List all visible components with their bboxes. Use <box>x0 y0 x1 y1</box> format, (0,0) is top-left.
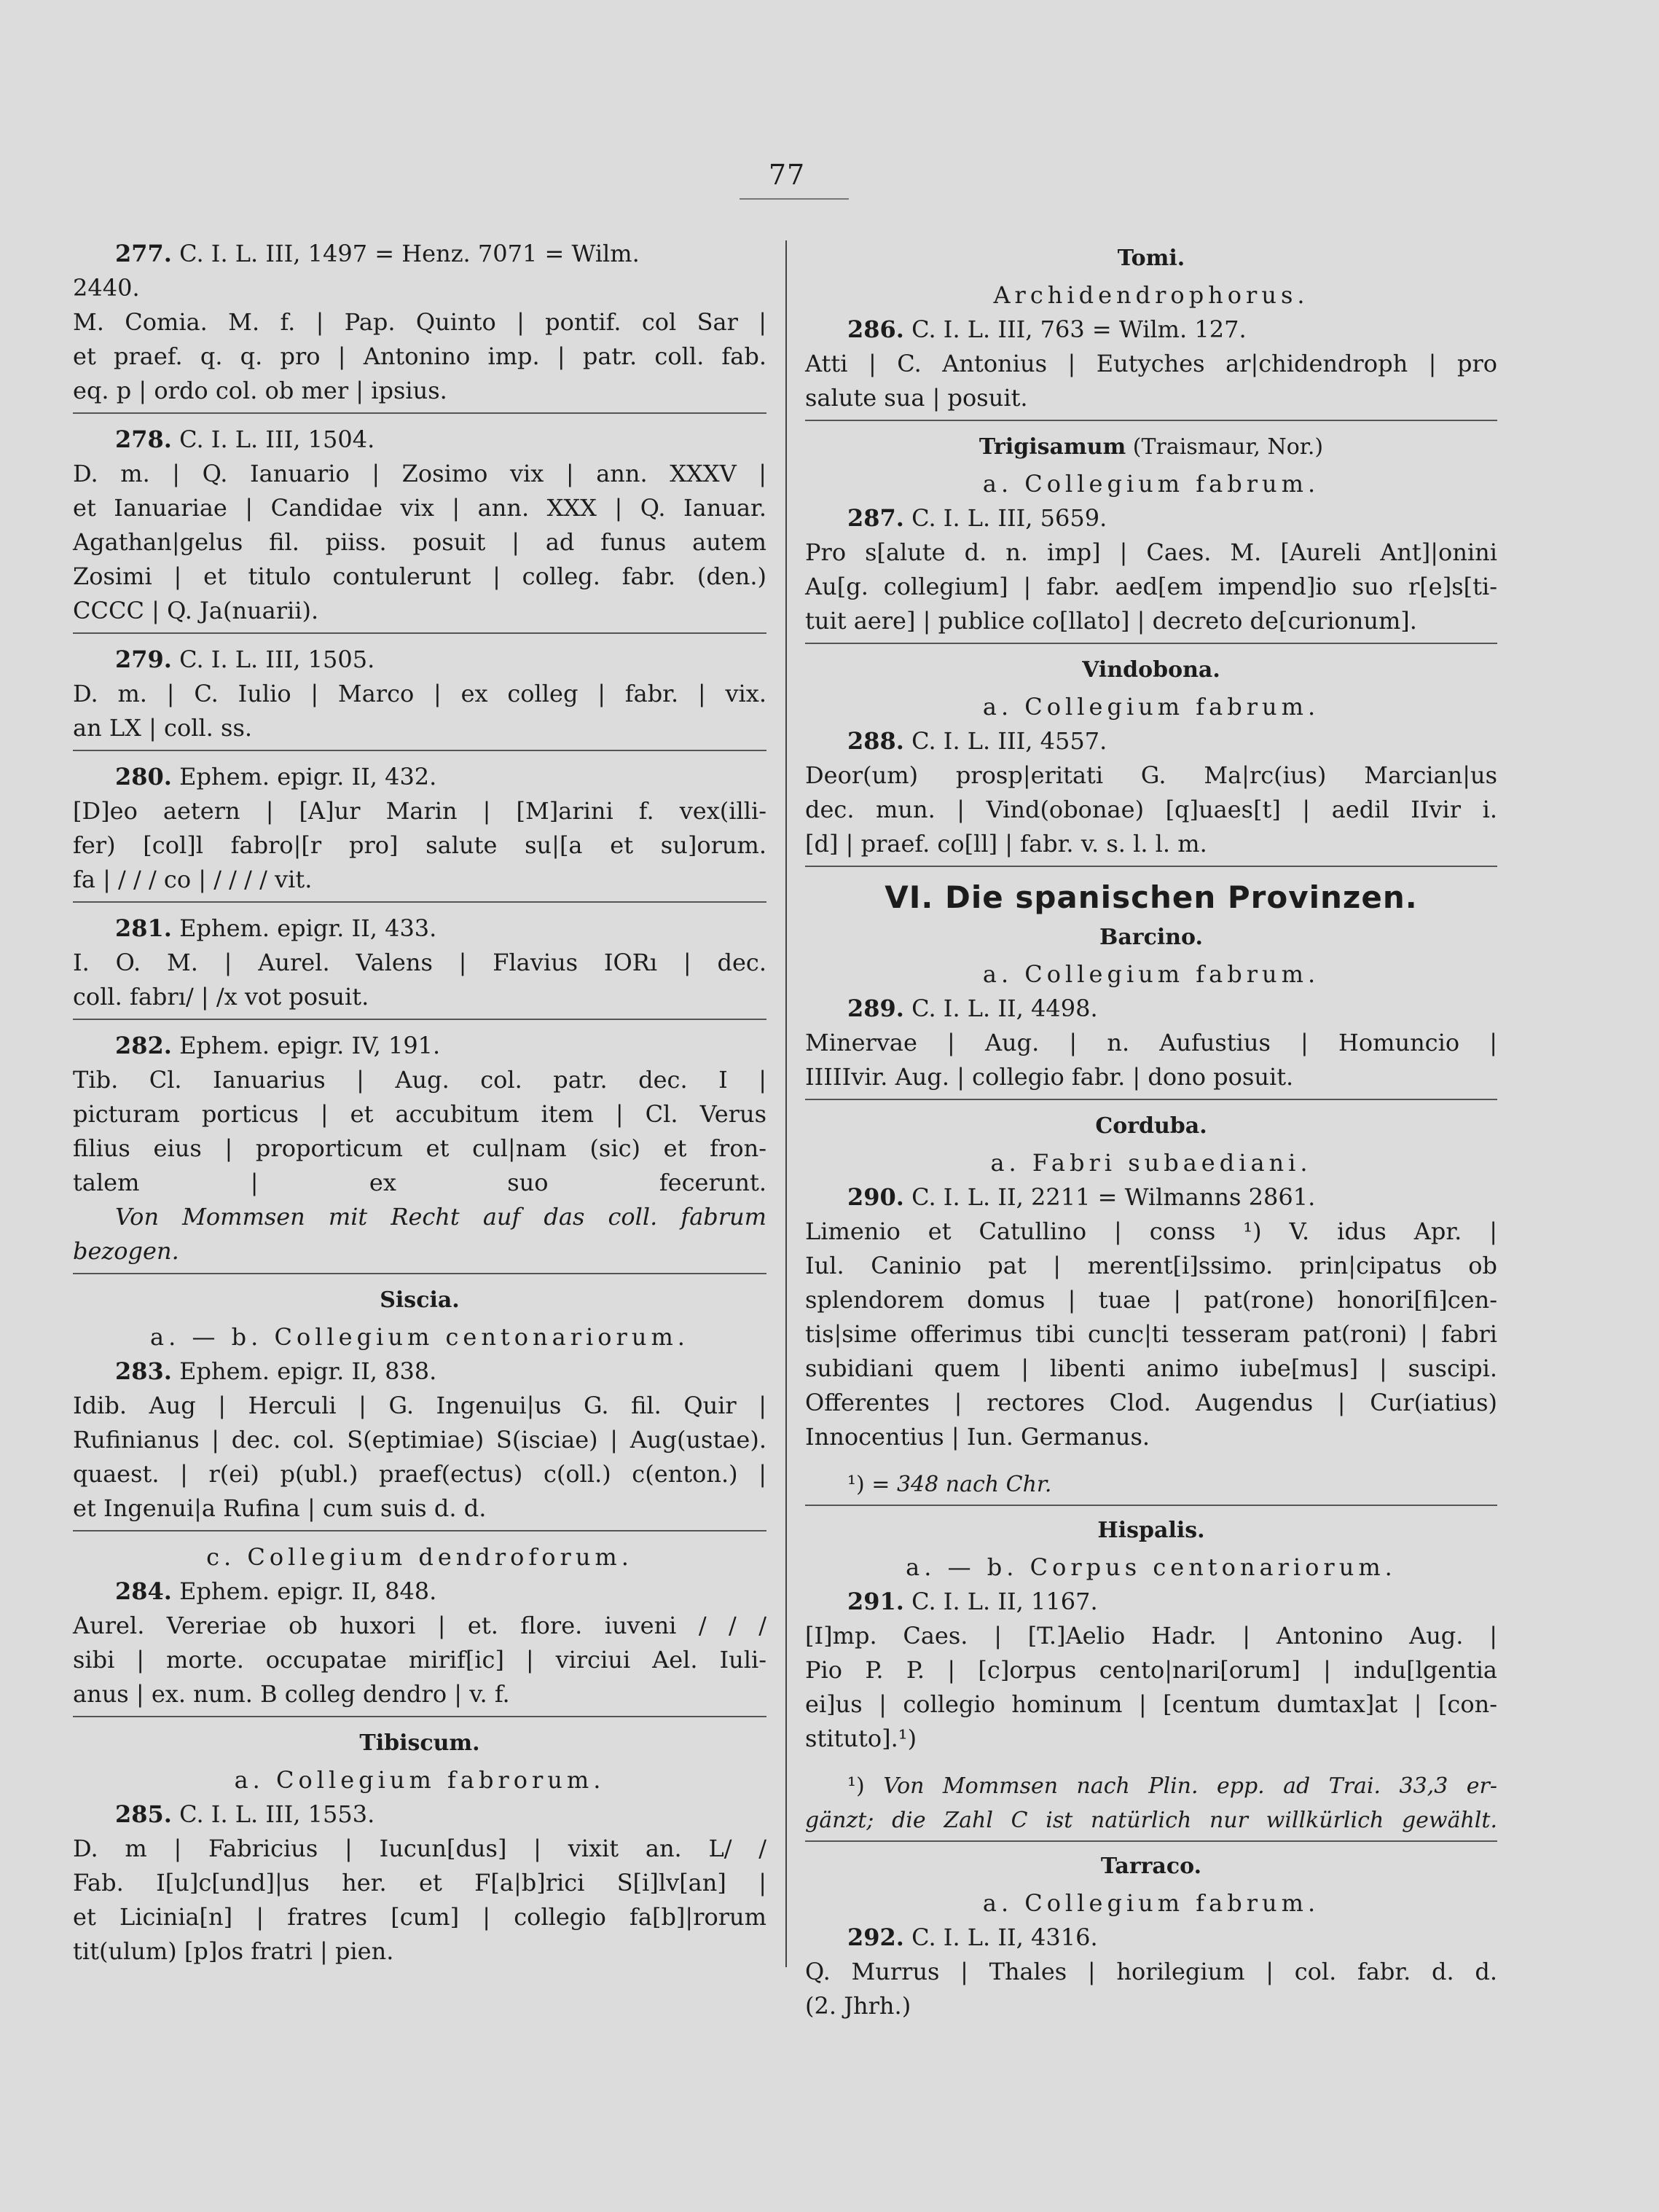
entry-text-line: Limenio et Catullino | conss ¹) V. idus Apr. | <box>805 1217 1497 1245</box>
entry-text-line: talem | ex suo fecerunt. <box>73 1169 766 1196</box>
place-heading <box>805 920 1497 954</box>
footnote <box>805 1769 1497 1842</box>
entry-heading <box>805 992 1497 1026</box>
collegium-heading: a. Collegium fabrum. <box>982 470 1320 498</box>
entry-text-line: anus | ex. num. B colleg dendro | v. f. <box>73 1680 510 1708</box>
entry-text-line: Offerentes | rectores Clod. Augendus | Cur(iatius) <box>805 1389 1497 1416</box>
place-name: Tomi. <box>1117 246 1185 271</box>
entry-source: C. I. L. III, 5659. <box>903 504 1107 532</box>
entry-text-line: Minervae | Aug. | n. Aufustius | Homuncio | <box>805 1029 1497 1056</box>
inscription-entry <box>73 760 766 903</box>
entry-text-line: Iul. Caninio pat | merent[i]ssimo. prin|cipatus ob <box>805 1252 1497 1279</box>
entry-text-line: et Licinia[n] | fratres [cum] | collegio fa[b]|rorum <box>73 1903 766 1931</box>
entry-text-line: Zosimi | et titulo contulerunt | colleg. fabr. (den.) <box>73 562 766 590</box>
entry-heading <box>73 760 766 794</box>
entry-note: bezogen. <box>73 1237 179 1265</box>
inscription-entry <box>805 313 1497 421</box>
entry-number: 290. <box>847 1183 904 1211</box>
place-heading <box>73 1283 766 1317</box>
page-number: 77 <box>768 159 806 191</box>
entry-heading <box>73 643 766 677</box>
entry-text-line: quaest. | r(ei) p(ubl.) praef(ectus) c(oll.) c(enton.) | <box>73 1460 766 1488</box>
entry-heading <box>73 423 766 457</box>
entry-text-line: D. m. | C. Iulio | Marco | ex colleg | fabr. | vix. <box>73 680 766 707</box>
place-name: Barcino. <box>1099 925 1203 950</box>
entry-text-line: salute sua | posuit. <box>805 384 1028 412</box>
collegium-heading: a. Collegium fabrum. <box>982 693 1320 721</box>
entry-text-line: tit(ulum) [p]os fratri | pien. <box>73 1937 394 1965</box>
entry-source: C. I. L. III, 1553. <box>171 1800 375 1828</box>
entry-source: Ephem. epigr. II, 432. <box>171 763 437 791</box>
inscription-entry <box>73 1797 766 1973</box>
entry-heading <box>73 1574 766 1609</box>
entry-number: 289. <box>847 995 904 1022</box>
entry-text-line: Agathan|gelus fil. piiss. posuit | ad funus autem <box>73 528 766 556</box>
entry-text-line: 2440. <box>73 274 140 302</box>
entry-text-line: tis|sime offerimus tibi cunc|ti tesseram pat(roni) | fabri <box>805 1320 1497 1348</box>
entry-text-line: Q. Murrus | Thales | horilegium | col. fabr. d. d. <box>805 1958 1497 1985</box>
inscription-entry <box>73 423 766 634</box>
entry-text-line: eq. p | ordo col. ob mer | ipsius. <box>73 377 447 404</box>
entry-source: C. I. L. III, 1505. <box>171 646 375 673</box>
entry-source: C. I. L. II, 1167. <box>903 1588 1098 1615</box>
place-extra: (Traismaur, Nor.) <box>1126 434 1324 460</box>
entry-text-line: [D]eo aetern | [A]ur Marin | [M]arini f. vex(illi- <box>73 797 766 825</box>
collegium-heading: a. Fabri subaediani. <box>990 1149 1312 1177</box>
place-heading <box>805 430 1497 464</box>
entry-text-line: et praef. q. q. pro | Antonino imp. | patr. coll. fab. <box>73 342 766 370</box>
entry-text-line: dec. mun. | Vind(obonae) [q]uaes[t] | aedil IIvir i. <box>805 796 1497 823</box>
inscription-entry <box>73 1354 766 1531</box>
entry-number: 287. <box>847 504 904 532</box>
inscription-entry <box>73 643 766 751</box>
entry-heading <box>805 724 1497 758</box>
entry-heading <box>73 911 766 946</box>
entry-heading <box>805 501 1497 536</box>
entry-number: 286. <box>847 315 904 343</box>
entry-text-line: splendorem domus | tuae | pat(rone) honori[fi]cen- <box>805 1286 1497 1314</box>
inscription-entry <box>805 501 1497 644</box>
entry-heading <box>805 1921 1497 1955</box>
place-heading <box>73 1726 766 1760</box>
entry-source: C. I. L. III, 1504. <box>171 425 375 453</box>
inscription-entry <box>73 911 766 1020</box>
entry-text-line: [I]mp. Caes. | [T.]Aelio Hadr. | Antonino Aug. | <box>805 1622 1497 1650</box>
entry-source: C. I. L. II, 4316. <box>903 1923 1098 1951</box>
collegium-heading: a. Collegium fabrum. <box>982 1889 1320 1917</box>
page-number-rule <box>740 198 849 200</box>
entry-text-line: M. Comia. M. f. | Pap. Quinto | pontif. col Sar | <box>73 308 766 336</box>
entry-text-line: (2. Jhrh.) <box>805 1992 911 2020</box>
entry-text-line: Pio P. P. | [c]orpus cento|nari[orum] | indu[lgentia <box>805 1656 1497 1684</box>
entry-number: 281. <box>115 914 172 942</box>
inscription-entry <box>805 1585 1497 1760</box>
entry-source: C. I. L. III, 763 = Wilm. 127. <box>903 315 1247 343</box>
entry-text-line: Au[g. collegium] | fabr. aed[em impend]io suo r[e]s[ti- <box>805 573 1497 600</box>
inscription-entry <box>805 992 1497 1100</box>
entry-text-line: stituto].¹) <box>805 1725 917 1752</box>
entry-note: Von Mommsen mit Recht auf das coll. fabrum <box>115 1203 766 1231</box>
footnote-mark: ¹) = <box>847 1472 897 1497</box>
place-name: Tibiscum. <box>359 1730 480 1756</box>
inscription-entry <box>805 1180 1497 1459</box>
entry-text-line: fer) [col]l fabro|[r pro] salute su|[a et su]orum. <box>73 831 766 859</box>
entry-text-line: tuit aere] | publice co[llato] | decreto de[curionum]. <box>805 607 1417 635</box>
entry-text-line: Rufinianus | dec. col. S(eptimiae) S(isciae) | Aug(ustae). <box>73 1426 766 1454</box>
entry-source: C. I. L. III, 1497 = Henz. 7071 = Wilm. <box>171 240 640 267</box>
inscription-entry <box>73 1574 766 1717</box>
inscription-entry <box>73 1029 766 1274</box>
entry-text-line: Innocentius | Iun. Germanus. <box>805 1423 1150 1451</box>
footnote-mark: ¹) <box>847 1773 884 1799</box>
entry-text-line: picturam porticus | et accubitum item | Cl. Verus <box>73 1100 766 1128</box>
entry-number: 280. <box>115 763 172 791</box>
entry-heading <box>73 1797 766 1832</box>
entry-source: C. I. L. II, 4498. <box>903 995 1098 1022</box>
entry-number: 284. <box>115 1577 172 1605</box>
entry-text-line: Idib. Aug | Herculi | G. Ingenui|us G. fil. Quir | <box>73 1392 766 1419</box>
footnote <box>805 1467 1497 1506</box>
entry-source: Ephem. epigr. II, 848. <box>171 1577 437 1605</box>
place-heading <box>805 241 1497 275</box>
entry-text-line: et Ianuariae | Candidae vix | ann. XXX | Q. Ianuar. <box>73 494 766 522</box>
entry-heading <box>73 1029 766 1063</box>
place-name: Tarraco. <box>1100 1854 1202 1879</box>
collegium-heading: c. Collegium dendroforum. <box>206 1543 633 1571</box>
place-name: Trigisamum <box>978 434 1126 460</box>
collegium-heading: Archidendrophorus. <box>993 281 1309 309</box>
entry-heading <box>805 313 1497 347</box>
entry-number: 279. <box>115 646 172 673</box>
entry-text-line: subidiani quem | libenti animo iube[mus] | suscipi. <box>805 1354 1497 1382</box>
section-heading: VI. Die spanischen Provinzen. <box>885 879 1418 915</box>
place-name: Siscia. <box>380 1287 460 1313</box>
collegium-heading: a. Collegium fabrorum. <box>234 1766 605 1794</box>
entry-number: 282. <box>115 1032 172 1059</box>
entry-text-line: IIIIIvir. Aug. | collegio fabr. | dono posuit. <box>805 1063 1294 1091</box>
entry-number: 277. <box>115 240 172 267</box>
inscription-entry <box>73 237 766 414</box>
entry-text-line: et Ingenui|a Rufina | cum suis d. d. <box>73 1494 487 1522</box>
footnote-text: Von Mommsen nach Plin. epp. ad Trai. 33,3 er- <box>883 1773 1497 1799</box>
entry-text-line: filius eius | proporticum et cul|nam (sic) et fron- <box>73 1134 766 1162</box>
footnote-text: 348 nach Chr. <box>896 1472 1052 1497</box>
left-column <box>73 237 766 1982</box>
entry-text-line: Tib. Cl. Ianuarius | Aug. col. patr. dec. I | <box>73 1066 766 1094</box>
entry-heading <box>73 1354 766 1389</box>
entry-heading <box>805 1180 1497 1215</box>
entry-source: Ephem. epigr. II, 838. <box>171 1357 437 1385</box>
collegium-heading: a. — b. Corpus centonariorum. <box>906 1553 1397 1581</box>
place-heading <box>805 1849 1497 1883</box>
entry-text-line: I. O. M. | Aurel. Valens | Flavius IORı | dec. <box>73 949 766 976</box>
entry-text-line: sibi | morte. occupatae mirif[ic] | virciui Ael. Iuli- <box>73 1646 766 1674</box>
entry-text-line: fa | / / / co | / / / / vit. <box>73 866 313 893</box>
place-heading <box>805 1513 1497 1548</box>
entry-text-line: Atti | C. Antonius | Eutyches ar|chidendroph | pro <box>805 350 1497 377</box>
entry-number: 291. <box>847 1588 904 1615</box>
entry-text-line: CCCC | Q. Ja(nuarii). <box>73 597 319 624</box>
place-name: Vindobona. <box>1082 657 1220 683</box>
entry-source: C. I. L. II, 2211 = Wilmanns 2861. <box>903 1183 1316 1211</box>
entry-number: 285. <box>115 1800 172 1828</box>
footnote-line <box>805 1769 1497 1803</box>
entry-number: 288. <box>847 727 904 755</box>
entry-heading <box>73 237 766 271</box>
collegium-heading: a. — b. Collegium centonariorum. <box>150 1323 689 1351</box>
entry-text-line: [d] | praef. co[ll] | fabr. v. s. l. l. m. <box>805 830 1207 858</box>
entry-heading <box>805 1585 1497 1619</box>
column-divider <box>785 240 787 1967</box>
entry-text-line: Aurel. Vereriae ob huxori | et. flore. iuveni / / / <box>73 1612 766 1639</box>
inscription-entry <box>805 724 1497 867</box>
entry-text-line: ei]us | collegio hominum | [centum dumtax]at | [con- <box>805 1690 1497 1718</box>
place-name: Hispalis. <box>1097 1518 1205 1543</box>
entry-number: 283. <box>115 1357 172 1385</box>
entry-text-line: Pro s[alute d. n. imp] | Caes. M. [Aureli Ant]|onini <box>805 538 1497 566</box>
footnote-line: gänzt; die Zahl C ist natürlich nur willkürlich gewählt. <box>805 1808 1497 1833</box>
collegium-heading: a. Collegium fabrum. <box>982 960 1320 988</box>
entry-source: Ephem. epigr. II, 433. <box>171 914 437 942</box>
entry-text-line: coll. fabrı/ | /x vot posuit. <box>73 983 369 1011</box>
place-name: Corduba. <box>1095 1113 1207 1139</box>
entry-number: 278. <box>115 425 172 453</box>
entry-text-line: D. m. | Q. Ianuario | Zosimo vix | ann. XXXV | <box>73 460 766 487</box>
place-heading <box>805 1109 1497 1143</box>
entry-text-line: an LX | coll. ss. <box>73 714 253 742</box>
entry-source: C. I. L. III, 4557. <box>903 727 1107 755</box>
right-column <box>805 237 1497 2036</box>
inscription-entry <box>805 1921 1497 2028</box>
entry-number: 292. <box>847 1923 904 1951</box>
entry-source: Ephem. epigr. IV, 191. <box>171 1032 441 1059</box>
entry-text-line: Fab. I[u]c[und]|us her. et F[a|b]rici S[i]lv[an] | <box>73 1869 766 1897</box>
place-heading <box>805 653 1497 687</box>
entry-text-line: Deor(um) prosp|eritati G. Ma|rc(ius) Marcian|us <box>805 761 1497 789</box>
entry-text-line: D. m | Fabricius | Iucun[dus] | vixit an. L/ / <box>73 1835 766 1862</box>
